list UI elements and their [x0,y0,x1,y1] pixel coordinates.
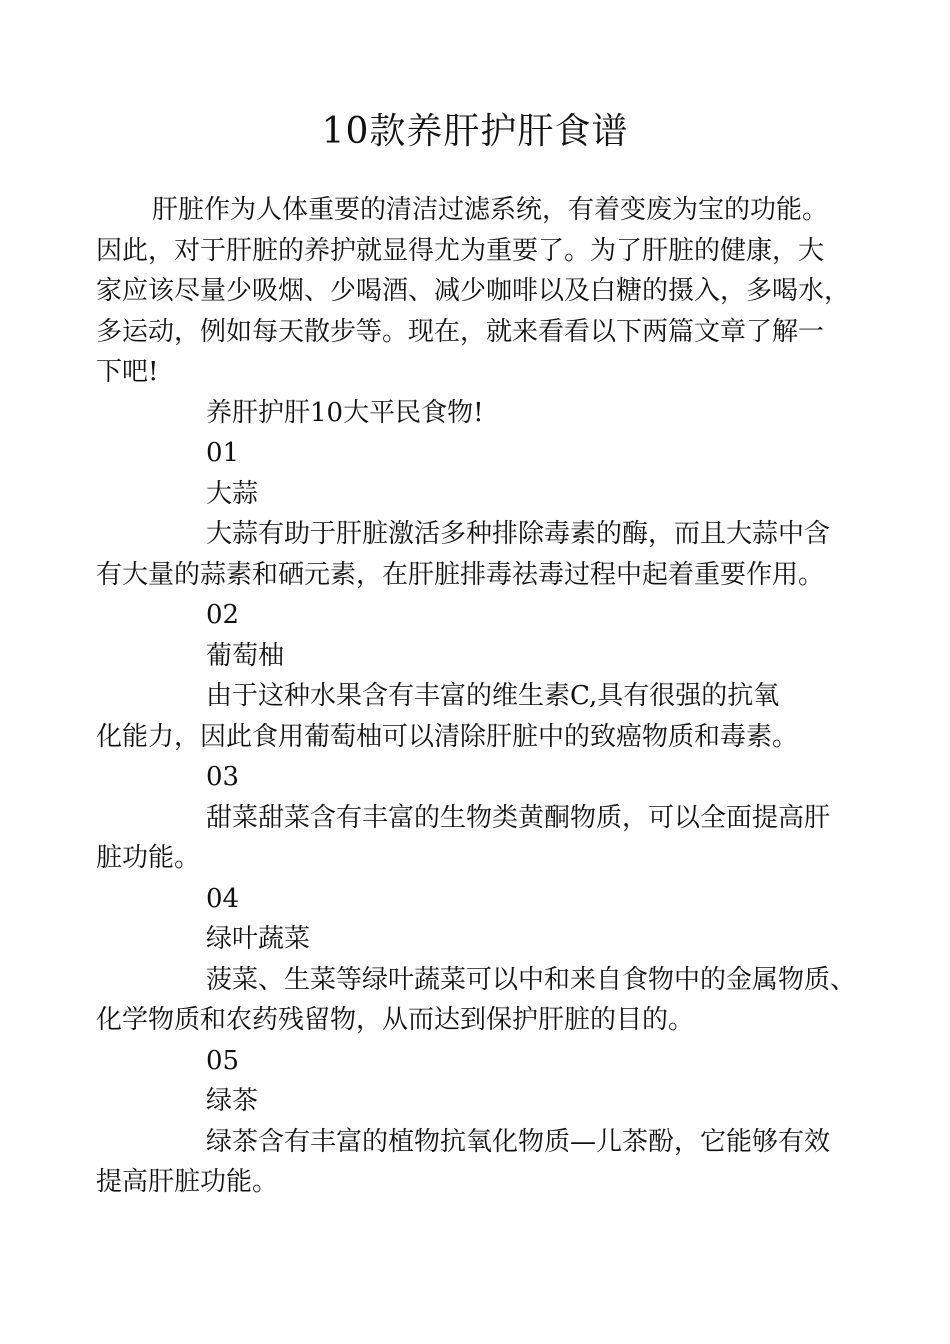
body-line: 养肝护肝10大平民食物! [206,397,484,428]
body-line: 绿茶含有丰富的植物抗氧化物质—儿茶酚，它能够有效 [206,1126,831,1157]
body-line: 化能力，因此食用葡萄柚可以清除肝脏中的致癌物质和毒素。 [96,721,799,752]
body-line: 化学物质和农药残留物，从而达到保护肝脏的目的。 [96,1005,695,1035]
body-line: 05 [206,1045,240,1076]
document-title: 10款养肝护肝食谱 [321,111,629,152]
body-line: 03 [206,762,240,792]
body-line: 绿茶 [206,1086,259,1116]
body-line: 大蒜 [206,478,259,509]
body-line: 下吧! [96,357,159,387]
body-line: 肝脏作为人体重要的清洁过滤系统，有着变废为宝的功能。 [152,195,829,225]
body-line: 02 [206,600,240,630]
body-line: 提高肝脏功能。 [96,1167,279,1197]
body-line: 04 [206,883,240,914]
body-line: 01 [206,438,240,468]
body-line: 菠菜、生菜等绿叶蔬菜可以中和来自食物中的金属物质、 [206,964,857,995]
body-line: 脏功能。 [96,843,201,873]
body-line: 甜菜甜菜含有丰富的生物类黄酮物质，可以全面提高肝 [206,802,831,833]
body-line: 因此，对于肝脏的养护就显得尤为重要了。为了肝脏的健康，大 [96,235,825,266]
body-line: 有大量的蒜素和硒元素，在肝脏排毒祛毒过程中起着重要作用。 [96,559,825,590]
body-line: 由于这种水果含有丰富的维生素C,具有很强的抗氧 [206,681,780,711]
body-line: 大蒜有助于肝脏激活多种排除毒素的酶，而且大蒜中含 [206,519,831,549]
body-line: 葡萄柚 [206,640,285,671]
body-line: 家应该尽量少吸烟、少喝酒、减少咖啡以及白糖的摄入，多喝水， [96,276,851,306]
body-line: 多运动，例如每天散步等。现在，就来看看以下两篇文章了解一 [96,316,825,347]
body-line: 绿叶蔬菜 [206,924,311,954]
document-body [96,190,886,1203]
